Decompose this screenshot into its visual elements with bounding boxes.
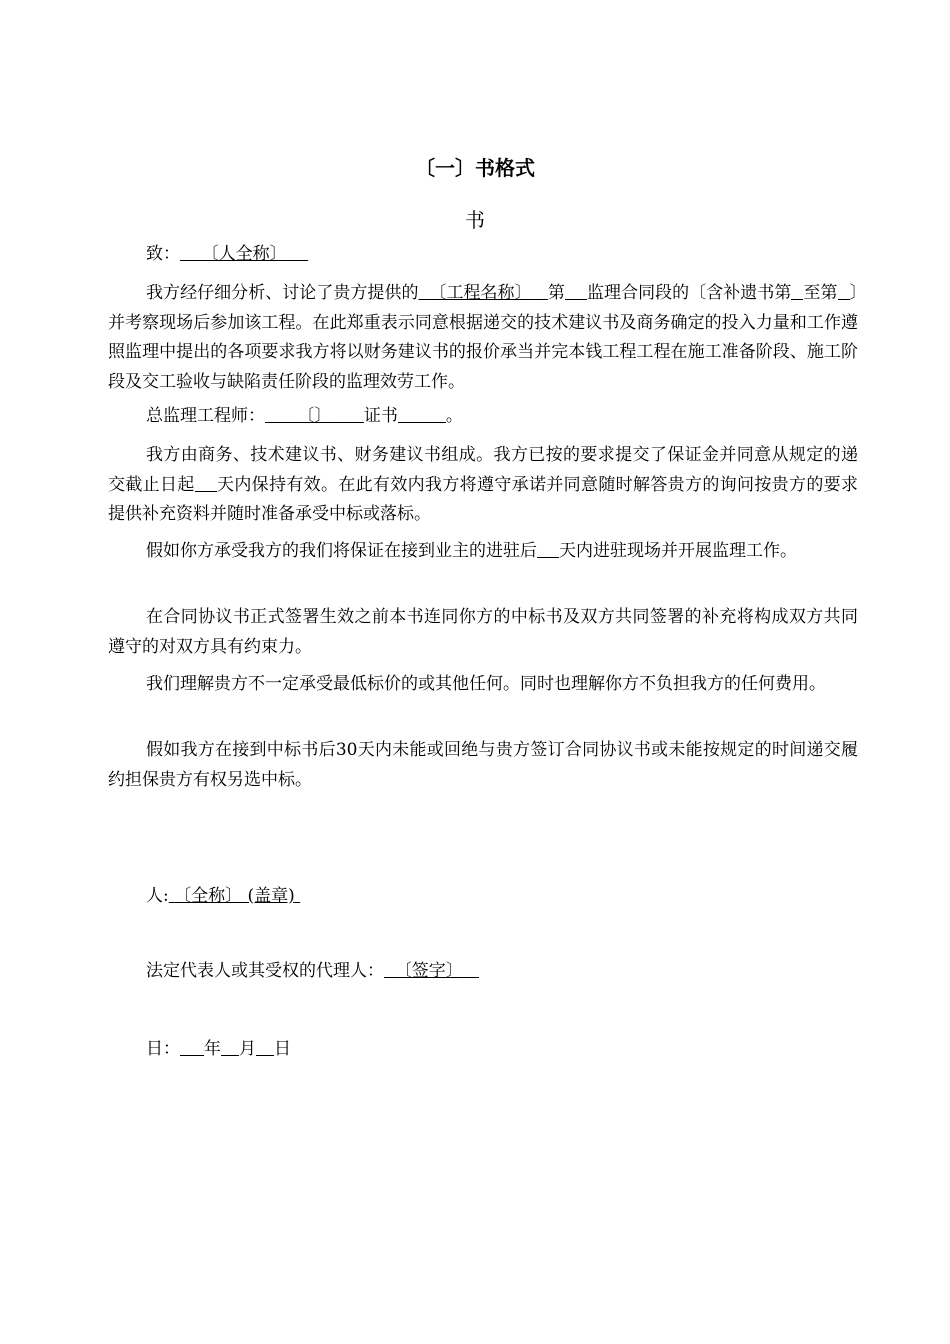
paragraph-4: 在合同协议书正式签署生效之前本书连同你方的中标书及双方共同签署的补充将构成双方共同遵守的对双方具有约束力。 [108,607,858,657]
to-label: 致： [146,244,180,264]
paragraph-2: 我方由商务、技术建议书、财务建议书组成。我方已按的要求提交了保证金并同意从规定的递交截止日起 天内保持有效。在此有效内我方将遵守承诺并同意随时解答贵方的询问按贵方的要求提供补充资料并随时准备承受中标或落标。 [108,445,859,524]
cert-blank [398,406,446,423]
date-line: 日： 年 月 日 [146,1039,291,1059]
section-blank [565,283,587,300]
doc-title: 〔一〕书格式 [415,156,535,180]
addendum-from-blank [791,283,803,300]
representative-value: 〔签字〕 [394,961,463,981]
paragraph-1: 我方经仔细分析、讨论了贵方提供的 〔工程名称〕 第 监理合同段的〔含补遗书第 至第 〕并考察现场后参加该工程。在此郑重表示同意根据递交的技术建议书及商务确定的投入力量和工作遵照监理中提出的各项要求我方将以财务建议书的报价承当并完本钱工程工程在施工准备阶段、施工阶段及交工验收与缺陷责任阶段的监理效劳工作。 [108,283,859,392]
date-label: 日： [146,1039,180,1059]
doc-subtitle: 书 [465,208,485,232]
representative-label: 法定代表人或其受权的代理人： [146,961,384,981]
paragraph-6: 假如我方在接到中标书后30天内未能或回绝与贵方签订合同协议书或未能按规定的时间递交履约担保贵方有权另选中标。 [108,740,858,790]
to-line [146,242,308,266]
addendum-to-blank [838,283,850,300]
engineer-value: 〔〕 [297,406,332,426]
year-blank [180,1039,204,1056]
engineer-label: 总监理工程师： [146,406,265,426]
signer-label: 人: [146,886,169,906]
engineer-line: 总监理工程师： 〔〕 证书 。 [146,406,463,426]
representative-line [146,959,479,983]
cert-label: 证书 [363,406,398,426]
paragraph-5: 我们理解贵方不一定承受最低标价的或其他任何。同时也理解你方不负担我方的任何费用。 [146,674,826,694]
signer-value: 〔全称〕 (盖章) [174,886,295,906]
to-value: 〔人全称〕 [201,244,287,264]
month-blank [221,1039,239,1056]
paragraph-3: 假如你方承受我方的我们将保证在接到业主的进驻后 天内进驻现场并开展监理工作。 [146,541,797,561]
project-name-blank: 〔工程名称〕 [429,283,532,303]
signer-line [146,884,300,908]
entry-days-blank [537,541,559,558]
day-blank [256,1039,274,1056]
validity-days-blank [195,475,217,492]
